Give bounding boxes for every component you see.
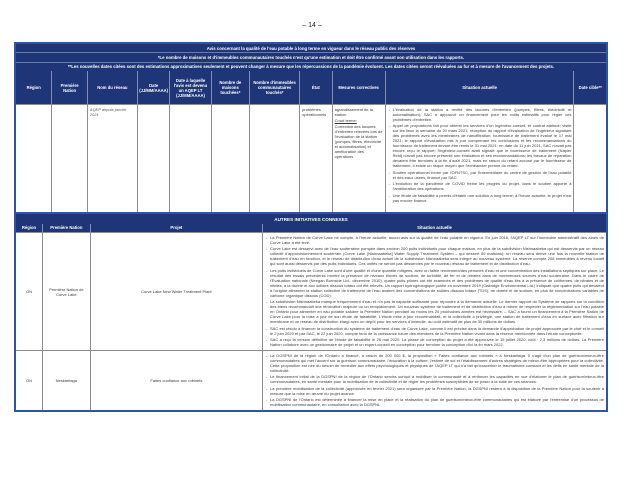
situation-bullet: - La DGSPNI de la région de l'Ontario a financé, à raison de 200 000 $, la proposition « Faites confiance aux robinets » à Neskantaga. Il s'agit d'un plan de guérison/mieux-être communautaires qui met l'accent sur la guérison communautaire, l'éducation à la culture, l'estime de soi et l'établissement d'autres stratégies de mieux-être appropriées pour la collectivité. Cette proposition est née du besoin de remédier aux effets psychologiques et physiques de l'AQEP LT qui n'a fait qu'exacerber le traumatisme constant et les défis en santé mentale de la collectivité. (265, 353, 604, 373)
mesures-court-terme-text: Correction des lacunes d'entretien relevées lors de l'évaluation de la station (pompes, filtres, électricité et automatisation) et amélioration des opérations (334, 123, 383, 159)
cell-region: ON (25, 289, 32, 294)
cell-etat: problèmes opérationnels (299, 105, 331, 214)
cell-date-aqep-lt (169, 105, 210, 214)
mesures-intro: agrandissement de la station (334, 106, 373, 117)
advisory-table-row (16, 104, 606, 214)
col-header-date-cible: Date cible** (573, 71, 605, 104)
col-header-mesures-correctives: Mesures correctives (332, 71, 385, 104)
mesures-court-terme-label: Court terme: (334, 117, 357, 123)
cell-premiere-nation (51, 105, 86, 214)
advisory-table-header-row (16, 71, 606, 104)
cell-situation-actuelle (385, 105, 574, 214)
initiatives-row-neskantaga (16, 350, 606, 410)
initiatives-table (14, 212, 608, 412)
cell-projet: Curve Lake New Water Treatment Plant (90, 233, 262, 350)
col-header-situation-actuelle: Situation actuelle (385, 71, 574, 104)
cell-situation-actuelle (262, 351, 606, 410)
situation-bullet: - La subdivision Nishnaabeka manque fréquemment d'eau et n'a pas la capacité suffisante pour répondre à la demande actuelle. Le dernier rapport du Système de rapports sur la condition des biens recommandait une rénovation majeure ou un remplacement. Un nouveau système de traitement et de distribution d'eau à même de respecter la réglementation sur l'eau potable en Ontario pour alimenter en eau potable salubre la Première Nation pendant au moins les 20 prochaines années est nécessaire. – SAC a fourni un financement à la Première Nation de Curve Lake pour la mise à jour de son étude de faisabilité. L'étude mise à jour recommandait, et la collectivité a privilégié, une station de traitement d'eau en surface avec filtration sur membrane et un réseau de distribution élargi avec un dépôt pour les services d'incendie, au coût estimatif de plus de 30 millions de dollars. (265, 299, 604, 324)
cell-date-cible (573, 105, 605, 214)
cell-mesures-correctives (332, 105, 385, 214)
cell-region (16, 105, 51, 214)
col-header-date: Date (JJ/MM/AAAA) (137, 71, 169, 104)
col-header-premiere-nation: Première Nation (42, 224, 90, 232)
page-number: – 14 – (302, 22, 322, 29)
banner-note-1: *Le nombre de maisons et d'immeubles communautaires touchés n'est qu'une estimation et doit être confirmé avant son utilisation dans les rapports. (16, 53, 606, 62)
col-header-nom-du-reseau: Nom du réseau (87, 71, 137, 104)
situation-bullet: - SAC est résolu à financer la construction du système de traitement d'eau de Curve Lake, comme il est précisé dans la demande d'approbation de projet approuvée par le chef et le conseil le 2 juin 2020 et par SAC, le 22 juin 2020, compte tenu de la croissance future des membres de la Première Nation vivant dans la réserve mentionnée dans l'étude conceptuelle. (265, 326, 604, 336)
cell-date (137, 105, 169, 214)
col-header-projet: Projet (90, 224, 262, 232)
banner-note-2: **Les nouvelles dates citées sont des estimations approximatives seulement et peuvent changer à mesure que les répercussions de la pandémie évoluent. Les dates citées seront réévaluées au fur et à mesure de l'avancement des projets. (67, 64, 555, 70)
cell-premiere-nation: Première Nation de Curve Lake (42, 233, 90, 350)
col-header-date-aqep-lt: Date à laquelle l'avis est devenu un AQEP LT (JJ/MM/AAAA) (169, 71, 210, 104)
cell-nb-maisons (211, 105, 249, 214)
initiatives-table-header-row (16, 224, 606, 232)
col-header-nb-immeubles: Nombre d'immeubles communautaires touchés* (249, 71, 299, 104)
col-header-region: Région (26, 85, 41, 91)
situation-bullet: - Appel de propositions fait pour obtenir les services d'un ingénieur-conseil, et contrat attribué; visite sur les lieux la semaine du 20 mars 2021; réception du rapport d'évaluation de l'ingénieur signalant des problèmes avec les membranes de nanofiltration; fournisseur de traitement évalué le 17 mai 2021; le rapport d'évaluation mis à jour comprenant les conclusions et les recommandations du fournisseur de traitement devant être remis le 31 mai 2021; en date du 11 juin 2021, SAC n'avait pas encore reçu le rapport; l'ingénieur-conseil avait signalé que le fournisseur de traitement (Napier Reid) n'avait pas encore présenté son évaluation et ses recommandations; les travaux de réparation devaient être terminés à la fin d'août 2021, mais en raison du retard accusé par le fournisseur de traitement, il existe un risque moyen que l'échéancier prenne du retard. (388, 123, 572, 168)
situation-bullet: - Soutien opérationnel fourni par l'OFNTSC, par l'intermédiaire du centre de gestion de l'eau potable et des eaux usées, financé par SAC. (388, 170, 572, 180)
advisory-table-banner (16, 44, 606, 71)
col-header-situation-actuelle: Situation actuelle (262, 224, 606, 232)
initiatives-row-curve-lake (16, 232, 606, 350)
situation-bullet: - Le financement initial de la DGSPNI de la région de l'Ontario servira surtout à mobiliser la communauté et à renforcer les capacités en vue d'élaborer le plan de guérison/mieux-être communautaires, en santé mentale pour la mobilisation de la collectivité et de régler les problèmes susceptibles de se poser à la suite de ces séances. (265, 374, 604, 384)
situation-bullet: - Les puits individuels de Curve Lake sont d'une qualité et d'une quantité mitigées, avec un faible rendement/des pénuries d'eau et une concentration des installations septiques sur place. Le résultat des essais précédents montre la présence de niveaux élevés de sodium, de turbidité, de fer et de nitrates dans de nombreuses sources d'eau souterraine. Dans le cadre de l'Évaluation nationale (Neegan Burnside Ltd., décembre 2010), quatre puits pilotes ont été examinés et des problèmes de qualité d'eau liés à la présence de coliformes, de nitrates et de nitrites, à la dureté et aux solides dissous totaux ont été relevés. Un rapport hydrogéologique publié en novembre 2019 (Oakridge Environmental Ltd.) indiquait que quatre puits qui devaient à l'origine alimenter la station collective de traitement de l'eau avaient des concentrations de solides dissous totaux (TDS), de dureté et de sodium, en plus de concentrations variables de carbone organique dissous (COD). (265, 268, 604, 298)
cell-premiere-nation: Neskantaga (42, 351, 90, 410)
situation-bullet: - La Première Nation de Curve Lake ne compte, à l'heure actuelle, aucun avis sur la qualité de l'eau potable en vigueur. En juin 2016, l'AQEP LT sur l'immeuble administratif des aînés de Curve Lake a été levé. (265, 235, 604, 245)
cell-region: ON (25, 378, 32, 383)
situation-bullet: - Curve Lake est desservi avec de l'eau souterraine pompée dans environ 200 puits individuels pour chaque maison, en plus de la subdivision Nishnaabeka qui est desservie par un réseau collectif d'approvisionnement souterrain (Curve Lake [Nishnaabeka] Water Supply Treatment System – qui dessert 59 maisons); un réseau sera dérivé une fois la nouvelle station de traitement d'eau en fonction, et le réseau de distribution d'eau actuel de la subdivision Nishnaabeka sera intégré au nouveau système. La réserve compte 208 immeubles à revenu locatif qui sont aussi desservis par des puits individuels. Ces unités ne seront pas desservies par le nouveau réseau de traitement et de distribution d'eau. (265, 246, 604, 266)
initiatives-table-title: AUTRES INITIATIVES CONNEXES (16, 214, 606, 224)
advisory-table (14, 42, 608, 216)
cell-situation-actuelle (262, 233, 606, 350)
situation-bullet: - La première mobilisation de la collectivité (approuvée en février 2021) sera organisée par la Première Nation; la DGSPNI restera à la disposition de la Première Nation pour la soutenir à mesure que la mise en œuvre du projet avance. (265, 386, 604, 396)
cell-nb-immeubles (249, 105, 299, 214)
col-header-region: Région (21, 225, 37, 231)
col-header-nb-maisons: Nombre de maisons touchées* (211, 71, 249, 104)
situation-bullet: - L'évaluation de la station a révélé des lacunes d'entretien (pompes, filtres, électricité et automatisation); SAC a approuvé un financement pour les coûts estimatifs pour régler ces problèmes d'entretien. (388, 107, 572, 122)
banner-title: Avis concernant la qualité de l'eau potable à long terme en vigueur dans le réseau public des réserves (16, 44, 606, 53)
situation-bullet: - Une étude de faisabilité a permis d'établir une solution à long terme; à l'heure actuelle, le projet n'est pas encore financé. (388, 193, 572, 203)
situation-bullet: - SAC a reçu la version définitive de l'étude de faisabilité le 26 mai 2020. La phase de conception du projet a été approuvée le 15 juillet 2020; coût : 2,3 millions de dollars. La Première Nation collabore avec un gestionnaire de projet et un expert-conseil en conception pour terminer la conception d'ici la fin mars 2022. (265, 337, 604, 347)
cell-projet: Faites confiance aux robinets (90, 351, 262, 410)
situation-bullet: - La DGSPNI de l'Ontario est déterminée à financer la mise en place et la réalisation du plan de guérison/mieux-être communautaires qui est élaboré par l'entremise d'un processus de mobilisation communautaire, en consultation avec la DGSPNI. (265, 397, 604, 407)
cell-nom-du-reseau: AQEP depuis janvier 2021 (87, 105, 137, 214)
col-header-etat: État (299, 71, 331, 104)
col-header-premiere-nation: Première Nation (51, 71, 86, 104)
situation-bullet: - L'évolution de la pandémie de COVID freine les progrès du projet, dans le soutien apporté à l'amélioration des opérations. (388, 181, 572, 191)
